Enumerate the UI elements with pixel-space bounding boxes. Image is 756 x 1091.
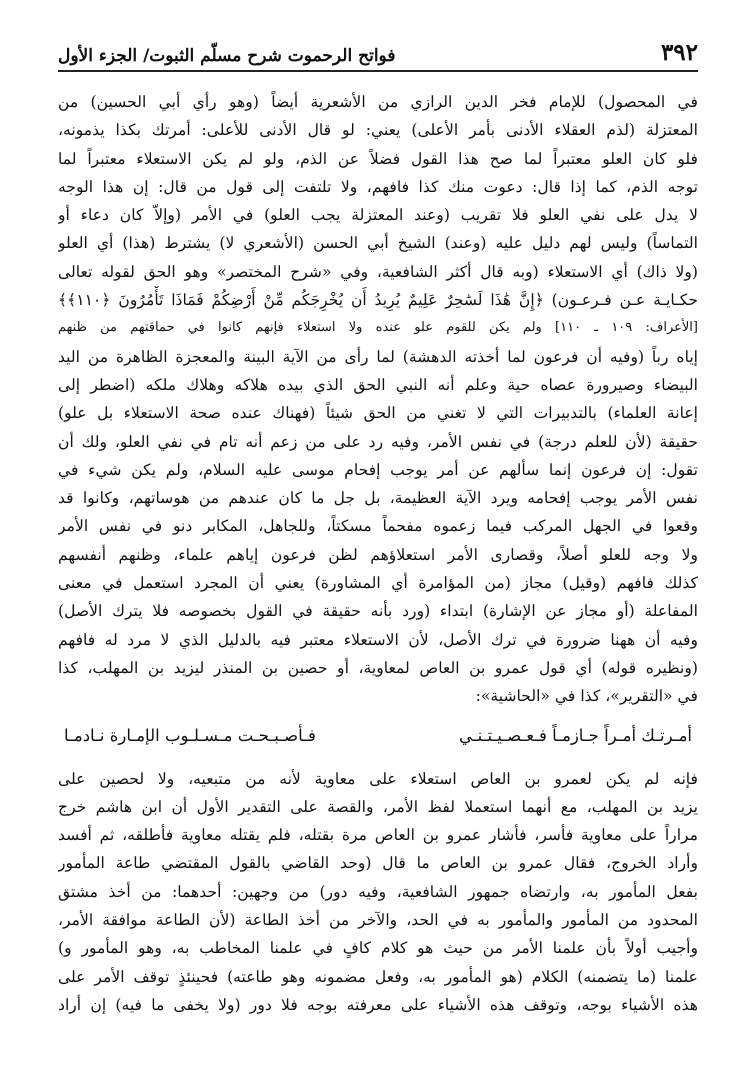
text-line: حقيقة (لأن للعلم درجة) في نفس الأمر، وفيه رد على من زعم أنه تام في نفي العلو، ولك أن: [58, 432, 698, 451]
text-line: المحدود من المأمور والمأمور به في الحد، والآخر من أخذ الطاعة (لأن الطاعة موافقة الأمر،: [58, 911, 698, 930]
text-line: فلو كان العلو معتبراً لما صح هذا القول فضلاً عن الذم، ولو لم يكن الاستعلاء معتبراً لما: [58, 149, 698, 168]
text-line: يزيد بن المهلب، مع أنهما استعملا لفظ الأمر، والقصة على التقدير الأول أن ابن هاشم خرج: [58, 797, 698, 816]
text-line: (ونظيره قوله) أي قول عمرو بن العاص لمعاوية، أو حصين بن المنذر ليزيد بن المهلب، كذا: [58, 658, 698, 677]
text-line: فإنه لم يكن لعمرو بن العاص استعلاء على معاوية لأنه من متبعيه، ولا لحصين على: [58, 769, 698, 788]
quran-verse-line: حكـايـة عـن فـرعـون) ﴿إِنَّ هَٰذَا لَسَٰحِرٌ عَلِيمٌ يُرِيدُ أَن يُخْرِجَكُم مِّنْ أَرْضِكُمْ فَمَاذَا تَأْمُرُونَ ﴿١١٠﴾﴾: [58, 291, 698, 310]
text-line: وأجيب أولاً بأن علمنا الأمر من حيث هو كلام كافٍ في علمنا المخاطب به، وهو المأمور و): [58, 939, 698, 958]
text-line: كذلك فافهم (وقيل) مجاز (من المؤامرة أي المشاورة) يعني أن المجرد استعمل في معنى: [58, 574, 698, 593]
text-line: مراراً على معاوية فأسر، فأشار عمرو بن العاص مرة بقتله، فلم يقتله معاوية فأطلقه، ثم أفسد: [58, 826, 698, 845]
text-line-with-citation: [الأعراف: ١٠٩ ـ ١١٠] ولم يكن للقوم علو عنده ولا استعلاء فإنهم كانوا في حماقتهم من ظنهم: [58, 320, 698, 336]
page-number: ٣٩٢: [660, 39, 698, 66]
verse-second-hemistich: فـأصـبـحـت مـسـلـوب الإمـارة نـادمـا: [64, 726, 316, 746]
text-line: إعانة العلماء) بالتدبيرات التي لا تغني من الحق شيئاً (فهناك عنده صحة الاستعلاء بل علو): [58, 404, 698, 423]
text-line: في المحصول) للإمام فخر الدين الرازي من الأشعرية أيضاً (وهو رأي أبي الحسين) من: [58, 93, 698, 111]
page-header: [58, 32, 698, 66]
page-body: [58, 88, 698, 1019]
text-line: إياه رباً (وفيه أن فرعون لما أخذته الدهشة) لما رأى من الآية البينة والمعجزة الظاهرة من اليد: [58, 347, 698, 366]
text-line: وقعوا في الجهل المركب فيما زعموه مفحماً مسكتاً، وللجاهل، المكابر دنو في نفس الأمر: [58, 517, 698, 536]
running-title: فواتح الرحموت شرح مسلّم الثبوت/ الجزء الأول: [58, 46, 396, 66]
verse-first-hemistich: أمـرتـك أمـراً جـازمـاً فـعـصـيـتـنـي: [459, 726, 692, 746]
text-line: البيضاء وصيرورة عصاه حية وعلم أنه النبي الحق الذي بيده هلاكه وهلاك ملكه (اضطر إلى: [58, 375, 698, 394]
text-line: المفاعلة (أو مجاز عن الإشارة) ابتداء (ورد بأنه حقيقة في القول بخصوصه فلا يترك الأصل): [58, 602, 698, 621]
text-line: توجه الذم، كما إذا قال: دعوت منك كذا فافهم، ولا تلتفت إلى قول من قال: إن هذا الوجه: [58, 177, 698, 196]
text-line: في «التقرير»، كذا في «الحاشية»:: [475, 687, 698, 706]
text-line: بفعل المأمور به، وارتضاه جمهور الشافعية، وفيه دور) من وجهين: أحدهما: من أخذ مشتق: [58, 882, 698, 901]
text-line: وفيه أن ههنا ضرورة في ترك الأصل، لأن الاستعلاء معتبر فيه بالدليل الذي لا مرد له فافهم: [58, 630, 698, 649]
text-line: التماساً) وليس لهم دليل عليه (وعند) الشيخ أبي الحسن (الأشعري لا) يشترط (هذا) أي العلو: [58, 234, 698, 253]
text-line: (ولا ذاك) أي الاستعلاء (وبه قال أكثر الشافعية، وفي «شرح المختصر» وهو الحق لقوله تعالى: [58, 262, 698, 281]
text-line: المعتزلة (لذم العقلاء الأدنى بأمر الأعلى) يعني: لو قال الأدنى للأعلى: أمرتك بكذا يذمونه،: [58, 121, 698, 140]
text-line: هذه الأشياء بوجه، وتوقف هذه الأشياء على معرفته بوجه فلا دور (ولا يخفى ما فيه) إن أراد: [58, 995, 698, 1014]
header-rule: [58, 70, 698, 72]
text-line: تقول: إن فرعون إنما سألهم عن أمر يوجب إفحام موسى عليه السلام، ولم يكن شيء في: [58, 460, 698, 479]
text-line: وأراد الخروج، فقال عمرو بن العاص ما قال (وحد القاضي بالقول المقتضي طاعة المأمور: [58, 854, 698, 873]
text-line: علمنا (ما يتضمنه) الكلام (هو المأمور به، وفعل مضمونه وهو طاعته) فحينئذٍ توقف الأمر على: [58, 967, 698, 986]
text-line: نفس الأمر يوجب إفحامه ويرد الآية العظيمة، بل جل ما كان عندهم من هوساتهم، وكانوا قد: [58, 489, 698, 508]
text-line: لا يدل على نفي العلو فلا تقريب (وعند المعتزلة يجب العلو) في الأمر (وإلاّ كان دعاء أو: [58, 206, 698, 225]
text-line: ولا وجه للعلو أصلاً، وقصارى الأمر استعلاؤهم لظن فرعون إياهم علماء، وظنهم أنفسهم: [58, 545, 698, 564]
poetry-verse: [64, 719, 692, 753]
